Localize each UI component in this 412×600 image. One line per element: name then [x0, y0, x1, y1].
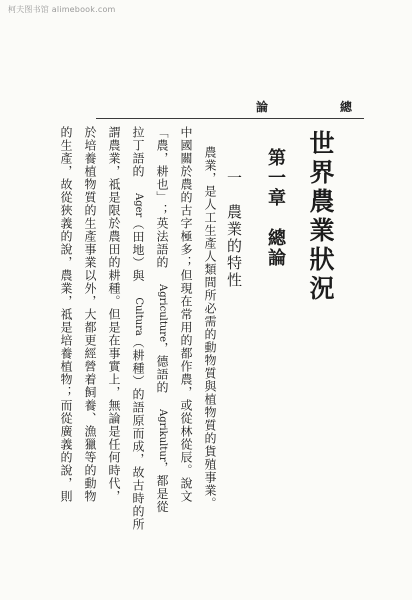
body-column-7: 的生產，故從狹義的說，農業，祗是培養植物；而從廣義的說，則: [59, 126, 73, 503]
body-column-3: 「農，耕也」；英法語的 Agriculture，德語的 Agrikultur，都是從: [155, 126, 169, 514]
body-column-4: 拉丁語的 Ager（田地）與 Cultura（耕種）的語原而成，故古時的所: [131, 126, 145, 531]
body-column-5: 謂農業，祗是限於農田的耕種。但是在事實上，無論是任何時代，: [107, 126, 121, 503]
body-column-6: 於培養植物質的生產事業以外，大都更經營着飼養、漁獵等的動物: [83, 126, 97, 503]
body-column-2: 中國關於農的古字極多；但現在常用的都作農，或從林從辰。說文: [179, 126, 193, 503]
body-column-1: 農業，是人工生產人類間所必需的動物質與植物質的貨殖事業。: [203, 146, 217, 510]
running-head-right: 總: [340, 100, 353, 114]
book-title: 世界農業狀況: [306, 130, 335, 304]
section-heading: 一 農業的特性: [225, 170, 243, 289]
chapter-heading: 第一章 總論: [265, 148, 286, 268]
header-rule: [96, 118, 364, 119]
library-watermark: 柯夫图书馆 alimebook.com: [8, 5, 116, 14]
running-head-left: 論: [256, 100, 269, 114]
